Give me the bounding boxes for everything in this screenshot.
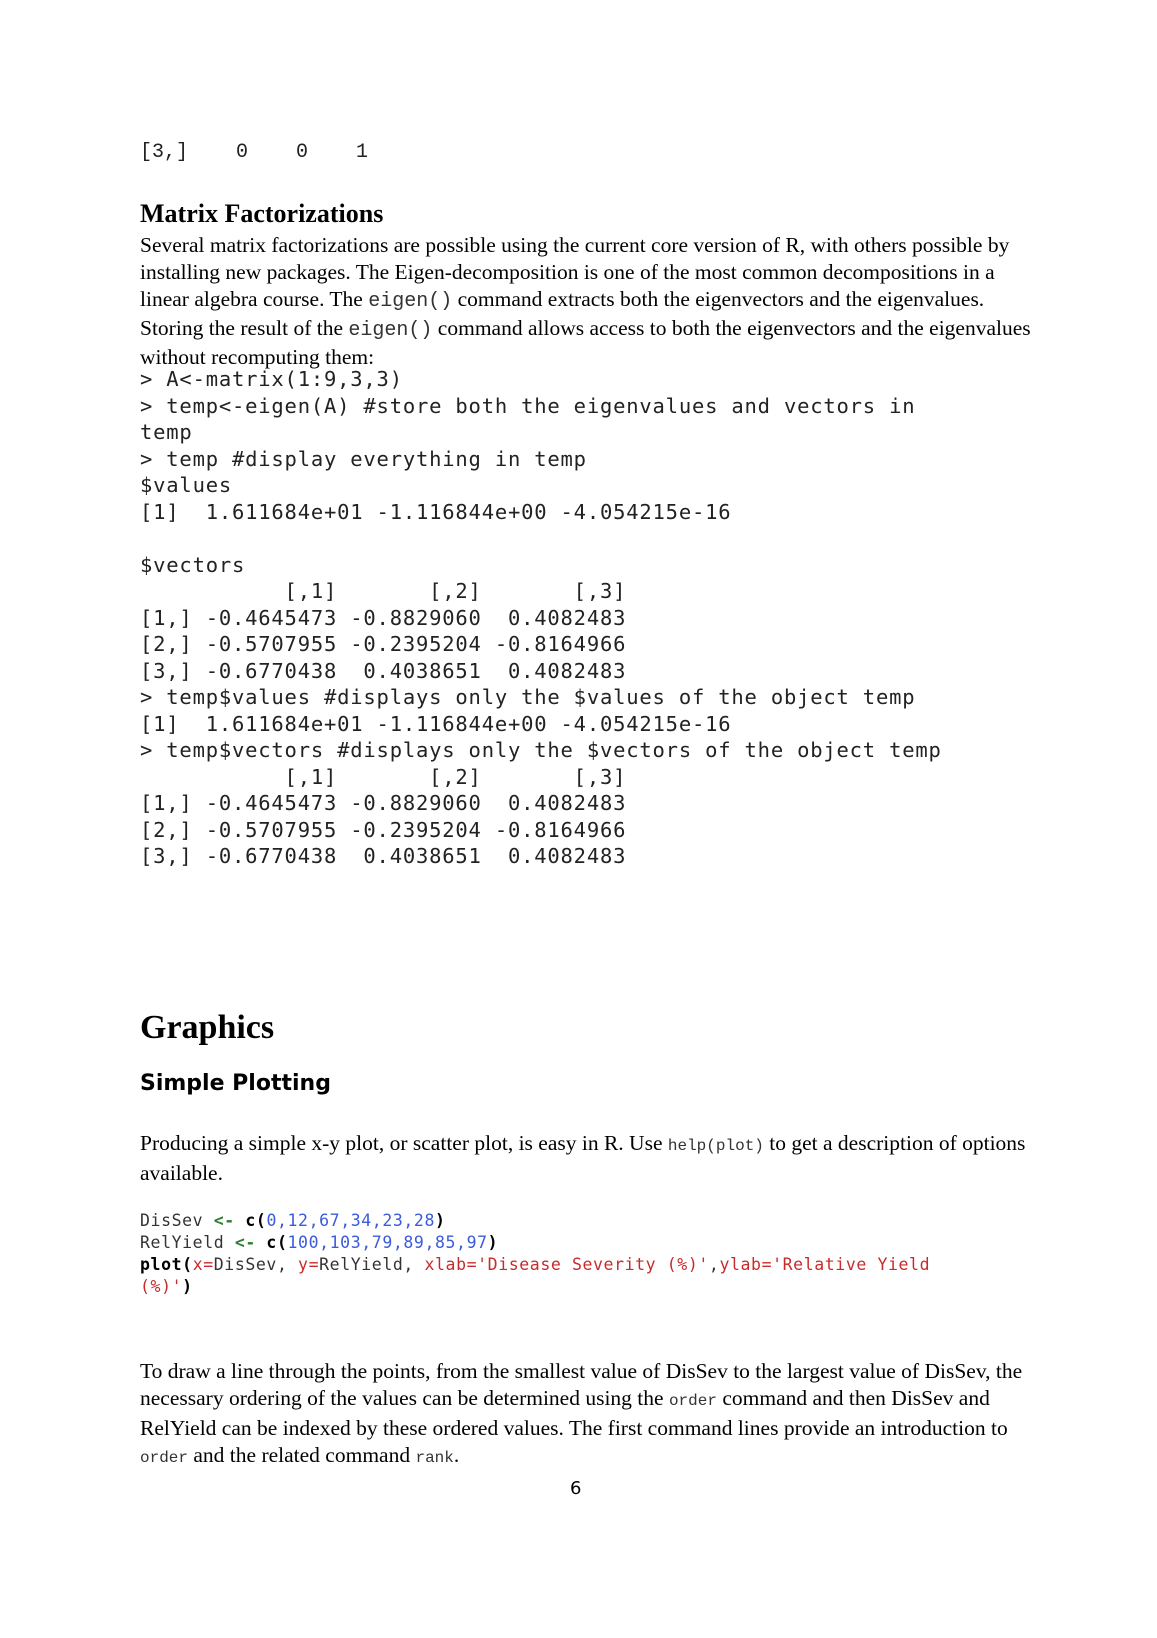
page-number: 6 [570, 1478, 582, 1499]
console-line: [1] 1.611684e+01 -1.116844e+00 -4.054215e-16 [140, 711, 732, 736]
code-token: ) [435, 1211, 446, 1230]
text-span: command and then DisSev and RelYield can be indexed by these ordered values. The first command lines provide an introduction to [140, 1386, 1008, 1440]
text-span: and the related command [188, 1443, 416, 1467]
code-token: ) [182, 1277, 193, 1296]
code-token: ( [255, 1211, 267, 1230]
text-span: Producing a simple x-y plot, or scatter plot, is easy in R. Use [140, 1131, 668, 1155]
subheading-simple-plotting: Simple Plotting [140, 1071, 331, 1096]
console-line: [,1] [,2] [,3] [140, 579, 627, 603]
plot-paragraph [140, 1130, 1040, 1187]
order-paragraph [140, 1358, 1040, 1472]
code-token: RelYield, [319, 1255, 425, 1274]
text-span: to get a description of options available. [140, 1131, 1026, 1185]
code-token: (%)' [140, 1277, 183, 1296]
inline-code-help-plot: help(plot) [667, 1137, 764, 1155]
console-line: > temp #display everything in temp [140, 446, 587, 471]
inline-code-order: order [668, 1392, 717, 1410]
console-line: [2,] -0.5707955 -0.2395204 -0.8164966 [140, 817, 627, 842]
console-line: > temp<-eigen(A) #store both the eigenvalues and vectors in [140, 393, 916, 418]
code-token: ( [276, 1233, 288, 1252]
console-line: $vectors [140, 552, 246, 577]
code-token: DisSev, [213, 1255, 299, 1274]
code-token: ) [487, 1233, 499, 1252]
code-token: <- [213, 1211, 235, 1230]
console-line: > temp$vectors #displays only the $vectors of the object temp [140, 738, 942, 762]
code-token: <- [234, 1233, 256, 1252]
matrix-output-row: [3,] 0 0 1 [140, 141, 369, 164]
inline-code-rank: rank [415, 1449, 454, 1467]
code-token: , [708, 1255, 720, 1274]
code-token: ylab='Relative Yield [719, 1255, 931, 1274]
code-token: 0,12,67,34,23,28 [266, 1211, 435, 1230]
section-heading-matrix-factorizations: Matrix Factorizations [140, 199, 384, 228]
code-token: c [234, 1211, 256, 1230]
code-line-plot [140, 1254, 930, 1276]
code-token: DisSev [140, 1211, 214, 1230]
console-line: > A<-matrix(1:9,3,3) [140, 367, 403, 391]
inline-code-order: order [140, 1449, 189, 1467]
inline-code-eigen: eigen() [368, 290, 453, 313]
console-line: [3,] -0.6770438 0.4038651 0.4082483 [140, 658, 627, 683]
r-console-block [140, 366, 942, 870]
section-heading-graphics: Graphics [140, 1009, 275, 1046]
text-span: command extracts both the eigenvectors and the eigenvalues. Storing the result of the [140, 287, 985, 340]
code-token: x= [192, 1255, 214, 1274]
console-line: [1,] -0.4645473 -0.8829060 0.4082483 [140, 605, 627, 630]
text-span: To draw a line through the points, from the smallest value of DisSev to the largest value of DisSev, the necessary ordering of the values can be determined using the [140, 1359, 1023, 1410]
console-line: [1] 1.611684e+01 -1.116844e+00 -4.054215e-16 [140, 499, 732, 524]
code-token: c [255, 1233, 277, 1252]
code-token: xlab='Disease Severity (%)' [424, 1255, 709, 1274]
code-line-dissev [140, 1210, 930, 1232]
console-line: [,1] [,2] [,3] [140, 764, 627, 789]
code-line-plot-continued [140, 1276, 930, 1298]
console-line: $values [140, 473, 232, 497]
text-span: . [453, 1443, 460, 1467]
console-line: [3,] -0.6770438 0.4038651 0.4082483 [140, 844, 627, 868]
console-line [140, 525, 942, 552]
code-token: 100,103,79,89,85,97 [287, 1233, 488, 1252]
r-code-block [140, 1210, 930, 1298]
code-line-relyield [140, 1232, 930, 1254]
code-token: y= [298, 1255, 320, 1274]
text-span: command allows access to both the eigenvectors and the eigenvalues without recomputing them: [140, 316, 1031, 369]
text-span: Several matrix factorizations are possible using the current core version of R, with others possible by installing new packages. The Eigen-decomposition is one of the most common decompositions in a linear algebra course. The [140, 233, 1010, 311]
code-token: RelYield [140, 1233, 235, 1252]
inline-code-eigen: eigen() [348, 319, 433, 342]
code-token: ( [182, 1255, 193, 1274]
console-line: [2,] -0.5707955 -0.2395204 -0.8164966 [140, 632, 627, 656]
code-token: plot [140, 1255, 183, 1274]
matrix-paragraph [140, 232, 1040, 371]
console-line: > temp$values #displays only the $values of the object temp [140, 685, 916, 709]
console-line: temp [140, 420, 193, 444]
console-line: [1,] -0.4645473 -0.8829060 0.4082483 [140, 791, 627, 815]
